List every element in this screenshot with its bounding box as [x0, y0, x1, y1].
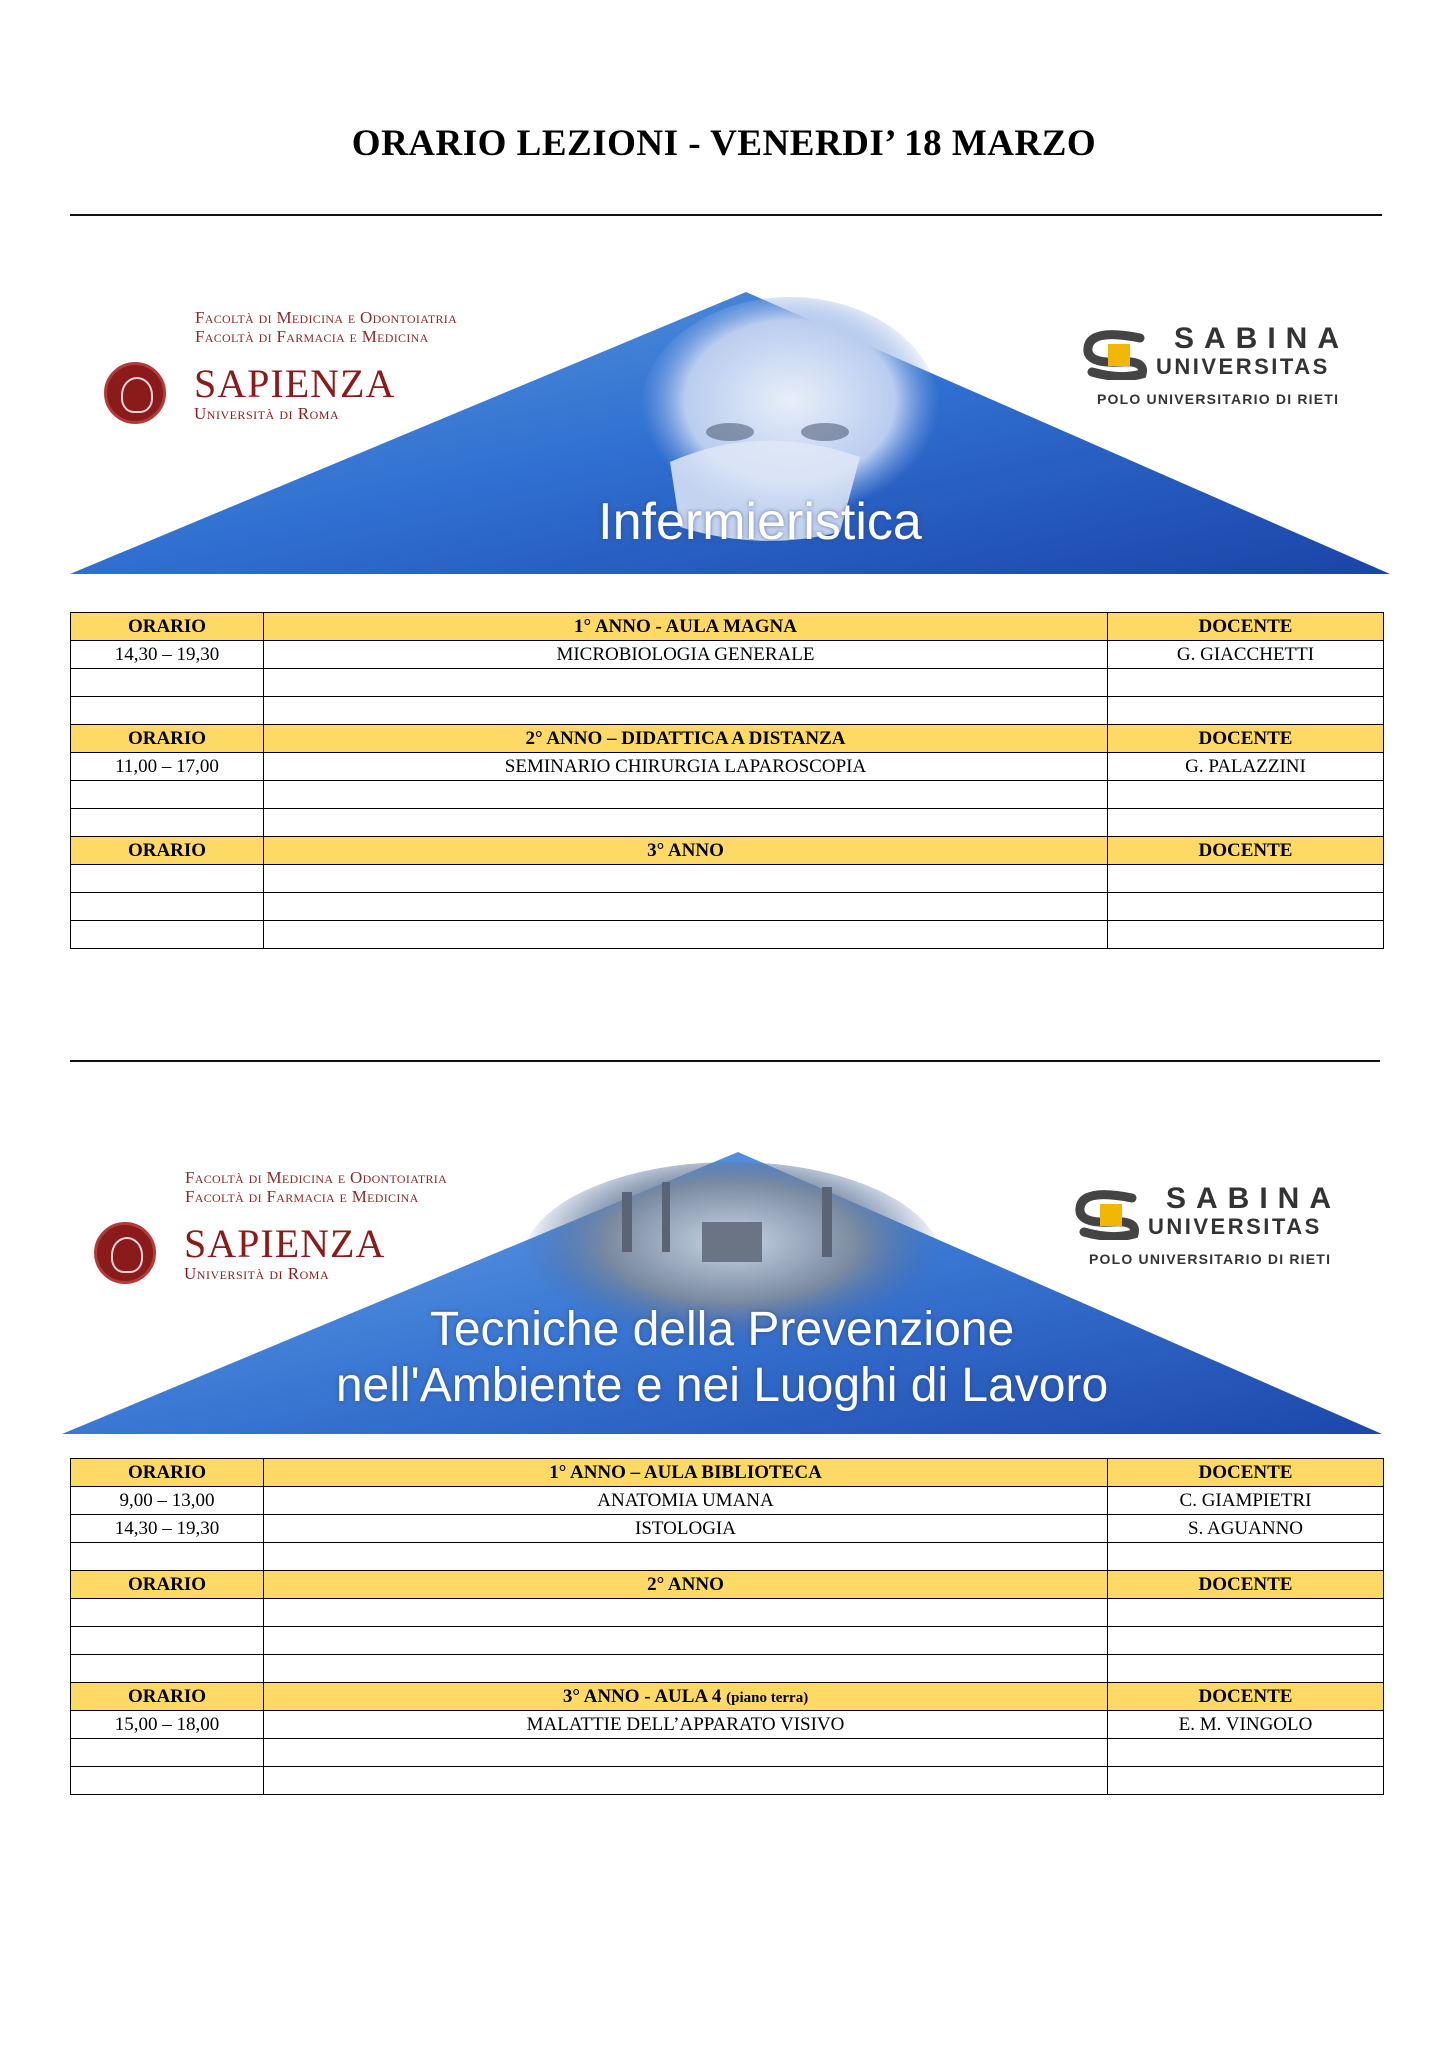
- cell-time: 15,00 – 18,00: [71, 1711, 264, 1739]
- cell-teacher: C. GIAMPIETRI: [1108, 1487, 1384, 1515]
- cell-teacher: [1108, 865, 1384, 893]
- cell-time: [71, 781, 264, 809]
- cell-course: [264, 1767, 1108, 1795]
- header-year: 1° ANNO - AULA MAGNA: [264, 613, 1108, 641]
- schedule-table-infermieristica: [70, 612, 1384, 949]
- header-year: 1° ANNO – AULA BIBLIOTECA: [264, 1459, 1108, 1487]
- cell-teacher: [1108, 921, 1384, 949]
- sabina-logo-icon: [1080, 328, 1152, 380]
- header-orario: ORARIO: [71, 1571, 264, 1599]
- cell-teacher: [1108, 1655, 1384, 1683]
- table-row: [71, 921, 1384, 949]
- header-orario: ORARIO: [71, 613, 264, 641]
- faculty-line-2: Facoltà di Farmacia e Medicina: [195, 327, 429, 346]
- page-title: ORARIO LEZIONI - VENERDI’ 18 MARZO: [351, 123, 1097, 164]
- header-docente: DOCENTE: [1108, 1459, 1384, 1487]
- header-year-note: (piano terra): [726, 1689, 809, 1706]
- table-row: [71, 809, 1384, 837]
- cell-course: SEMINARIO CHIRURGIA LAPAROSCOPIA: [264, 753, 1108, 781]
- cell-teacher: [1108, 1767, 1384, 1795]
- table-row: [71, 753, 1384, 781]
- sabina-wordmark: SABINA: [1166, 1182, 1342, 1215]
- universita-di-roma-label: Università di Roma: [184, 1264, 330, 1283]
- header-docente: DOCENTE: [1108, 613, 1384, 641]
- cell-time: [71, 1599, 264, 1627]
- cell-teacher: [1108, 697, 1384, 725]
- schedule-table-tecniche-prevenzione: [70, 1458, 1384, 1795]
- cell-teacher: [1108, 893, 1384, 921]
- course-name-line-2: nell'Ambiente e nei Luoghi di Lavoro: [335, 1359, 1109, 1412]
- header-orario: ORARIO: [71, 837, 264, 865]
- table-row: [71, 1767, 1384, 1795]
- header-orario: ORARIO: [71, 1683, 264, 1711]
- cell-time: [71, 893, 264, 921]
- polo-universitario-label: POLO UNIVERSITARIO DI RIETI: [1097, 391, 1340, 407]
- cell-time: [71, 809, 264, 837]
- table-row: [71, 865, 1384, 893]
- sapienza-wordmark: SAPIENZA: [194, 361, 396, 406]
- table-header-row: [71, 837, 1384, 865]
- cell-time: [71, 865, 264, 893]
- header-orario: ORARIO: [71, 725, 264, 753]
- header-year-label: 3° ANNO - AULA 4: [562, 1685, 722, 1707]
- title-divider: [70, 214, 1382, 216]
- cell-course: [264, 865, 1108, 893]
- table-row: [71, 1599, 1384, 1627]
- table-header-row: [71, 725, 1384, 753]
- cell-course: [264, 893, 1108, 921]
- cell-course: [264, 669, 1108, 697]
- cell-teacher: S. AGUANNO: [1108, 1515, 1384, 1543]
- faculty-line-1: Facoltà di Medicina e Odontoiatria: [195, 308, 458, 327]
- sapienza-wordmark: SAPIENZA: [184, 1221, 386, 1266]
- cell-course: [264, 1599, 1108, 1627]
- cell-course: [264, 781, 1108, 809]
- cell-time: 14,30 – 19,30: [71, 1515, 264, 1543]
- table-header-row: [71, 1683, 1384, 1711]
- cell-time: 14,30 – 19,30: [71, 641, 264, 669]
- cell-teacher: [1108, 1739, 1384, 1767]
- header-orario: ORARIO: [71, 1459, 264, 1487]
- cell-course: ANATOMIA UMANA: [264, 1487, 1108, 1515]
- table-row: [71, 697, 1384, 725]
- cell-teacher: G. GIACCHETTI: [1108, 641, 1384, 669]
- sabina-wordmark: SABINA: [1174, 322, 1350, 355]
- universitas-wordmark: UNIVERSITAS: [1156, 354, 1330, 379]
- table-row: [71, 1543, 1384, 1571]
- table-row: [71, 1711, 1384, 1739]
- cell-teacher: [1108, 1599, 1384, 1627]
- cell-time: [71, 697, 264, 725]
- table-header-row: [71, 613, 1384, 641]
- cell-time: [71, 1655, 264, 1683]
- table-row: [71, 1627, 1384, 1655]
- table-row: [71, 1655, 1384, 1683]
- cell-teacher: G. PALAZZINI: [1108, 753, 1384, 781]
- cell-time: 9,00 – 13,00: [71, 1487, 264, 1515]
- cell-course: MALATTIE DELL’APPARATO VISIVO: [264, 1711, 1108, 1739]
- cell-time: [71, 1767, 264, 1795]
- cell-teacher: [1108, 669, 1384, 697]
- cell-course: ISTOLOGIA: [264, 1515, 1108, 1543]
- cell-time: [71, 1543, 264, 1571]
- header-docente: DOCENTE: [1108, 1683, 1384, 1711]
- table-row: [71, 1487, 1384, 1515]
- table-row: [71, 1515, 1384, 1543]
- table-header-row: [71, 1459, 1384, 1487]
- course-name-line-1: Tecniche della Prevenzione: [429, 1303, 1015, 1356]
- table-row: [71, 1739, 1384, 1767]
- cell-time: [71, 1627, 264, 1655]
- sabina-logo-icon: [1072, 1188, 1144, 1240]
- cell-course: MICROBIOLOGIA GENERALE: [264, 641, 1108, 669]
- header-year: 2° ANNO – DIDATTICA A DISTANZA: [264, 725, 1108, 753]
- cell-time: [71, 921, 264, 949]
- cell-course: [264, 1627, 1108, 1655]
- section-divider: [70, 1060, 1380, 1062]
- cell-time: 11,00 – 17,00: [71, 753, 264, 781]
- cell-teacher: [1108, 1627, 1384, 1655]
- header-docente: DOCENTE: [1108, 837, 1384, 865]
- header-docente: DOCENTE: [1108, 1571, 1384, 1599]
- course-name-infermieristica: Infermieristica: [598, 493, 922, 551]
- cell-course: [264, 921, 1108, 949]
- faculty-line-2: Facoltà di Farmacia e Medicina: [185, 1187, 419, 1206]
- polo-universitario-label: POLO UNIVERSITARIO DI RIETI: [1089, 1251, 1332, 1267]
- cell-teacher: E. M. VINGOLO: [1108, 1711, 1384, 1739]
- header-docente: DOCENTE: [1108, 725, 1384, 753]
- table-row: [71, 669, 1384, 697]
- cell-teacher: [1108, 1543, 1384, 1571]
- course-banner-infermieristica: [70, 292, 1390, 574]
- universitas-wordmark: UNIVERSITAS: [1148, 1214, 1322, 1239]
- universita-di-roma-label: Università di Roma: [194, 404, 340, 423]
- cell-course: [264, 809, 1108, 837]
- cell-time: [71, 669, 264, 697]
- header-year: 2° ANNO: [264, 1571, 1108, 1599]
- cell-course: [264, 1655, 1108, 1683]
- header-year: [264, 1683, 1108, 1711]
- cell-course: [264, 1543, 1108, 1571]
- cell-time: [71, 1739, 264, 1767]
- table-header-row: [71, 1571, 1384, 1599]
- sapienza-seal-logo: [104, 362, 166, 424]
- cell-course: [264, 697, 1108, 725]
- faculty-line-1: Facoltà di Medicina e Odontoiatria: [185, 1168, 448, 1187]
- table-row: [71, 781, 1384, 809]
- course-banner-tecniche-prevenzione: [62, 1152, 1382, 1434]
- cell-course: [264, 1739, 1108, 1767]
- cell-teacher: [1108, 781, 1384, 809]
- cell-teacher: [1108, 809, 1384, 837]
- header-year: 3° ANNO: [264, 837, 1108, 865]
- table-row: [71, 893, 1384, 921]
- sapienza-seal-logo: [94, 1222, 156, 1284]
- table-row: [71, 641, 1384, 669]
